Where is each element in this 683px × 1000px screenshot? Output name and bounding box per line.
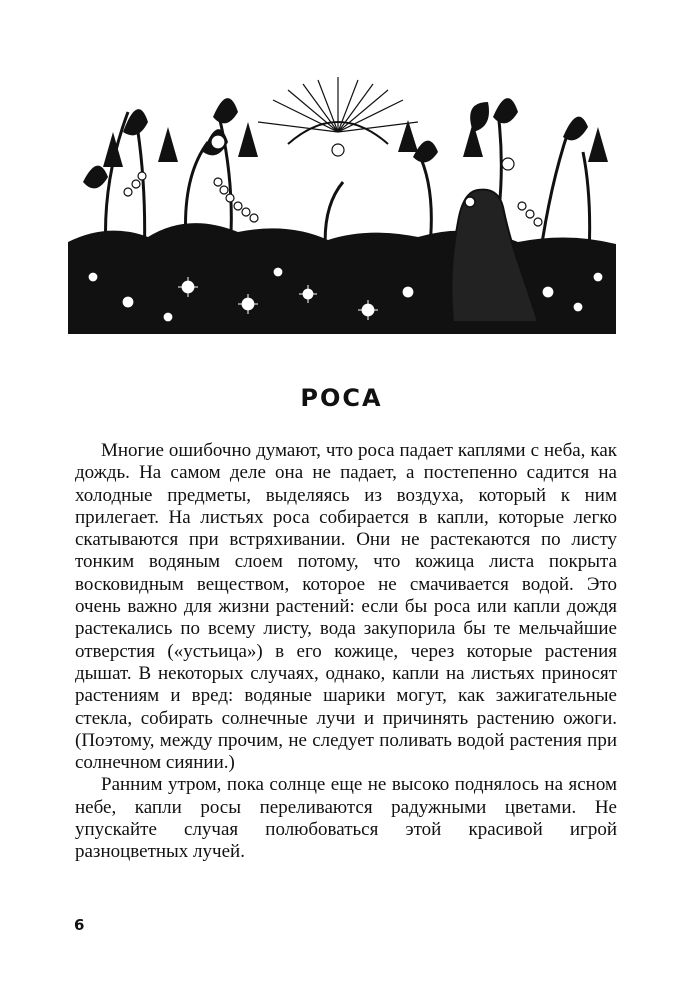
paragraph-2: Ранним утром, пока солнце еще не высоко поднялось на ясном небе, капли росы переливаются радужными цветами. Не упускайте случая полюбоваться этой красивой игрой разноцветных лучей.: [75, 774, 617, 863]
paragraph-1: Многие ошибочно думают, что роса падает каплями с неба, как дождь. На самом деле она не падает, а постепенно садится на холодные предметы, выделяясь из воздуха, который к ним прилегает. На листьях роса собирается в капли, которые легко скатываются при встряхивании. Они не растекаются по листу тонким водяным слоем потому, что кожица листа покрыта восковидным веществом, которое не смачивается водой. Это очень важно для жизни растений: если бы роса или капли дождя растекались по всему листу, вода закупорила бы те мельчайшие отверстия («устьица») в его кожице, через которые растения дышат. В некоторых случаях, однако, капли на листьях приносят растениям и вред: водяные шарики могут, как зажигательные стекла, собирать солнечные лучи и причинять растению ожоги. (Поэтому, между прочим, не следует поливать водой растения при солнечном сиянии.): [75, 440, 617, 774]
frog-eye: [465, 197, 475, 207]
dew-garden-illustration: [68, 72, 616, 334]
article-body: [75, 440, 617, 864]
engraving-image: [68, 72, 616, 334]
page-title: РОСА: [300, 384, 383, 412]
leaves: [83, 98, 588, 188]
distant-trees: [103, 120, 608, 167]
page-number: 6: [74, 916, 85, 934]
sun-rays: [258, 77, 418, 132]
